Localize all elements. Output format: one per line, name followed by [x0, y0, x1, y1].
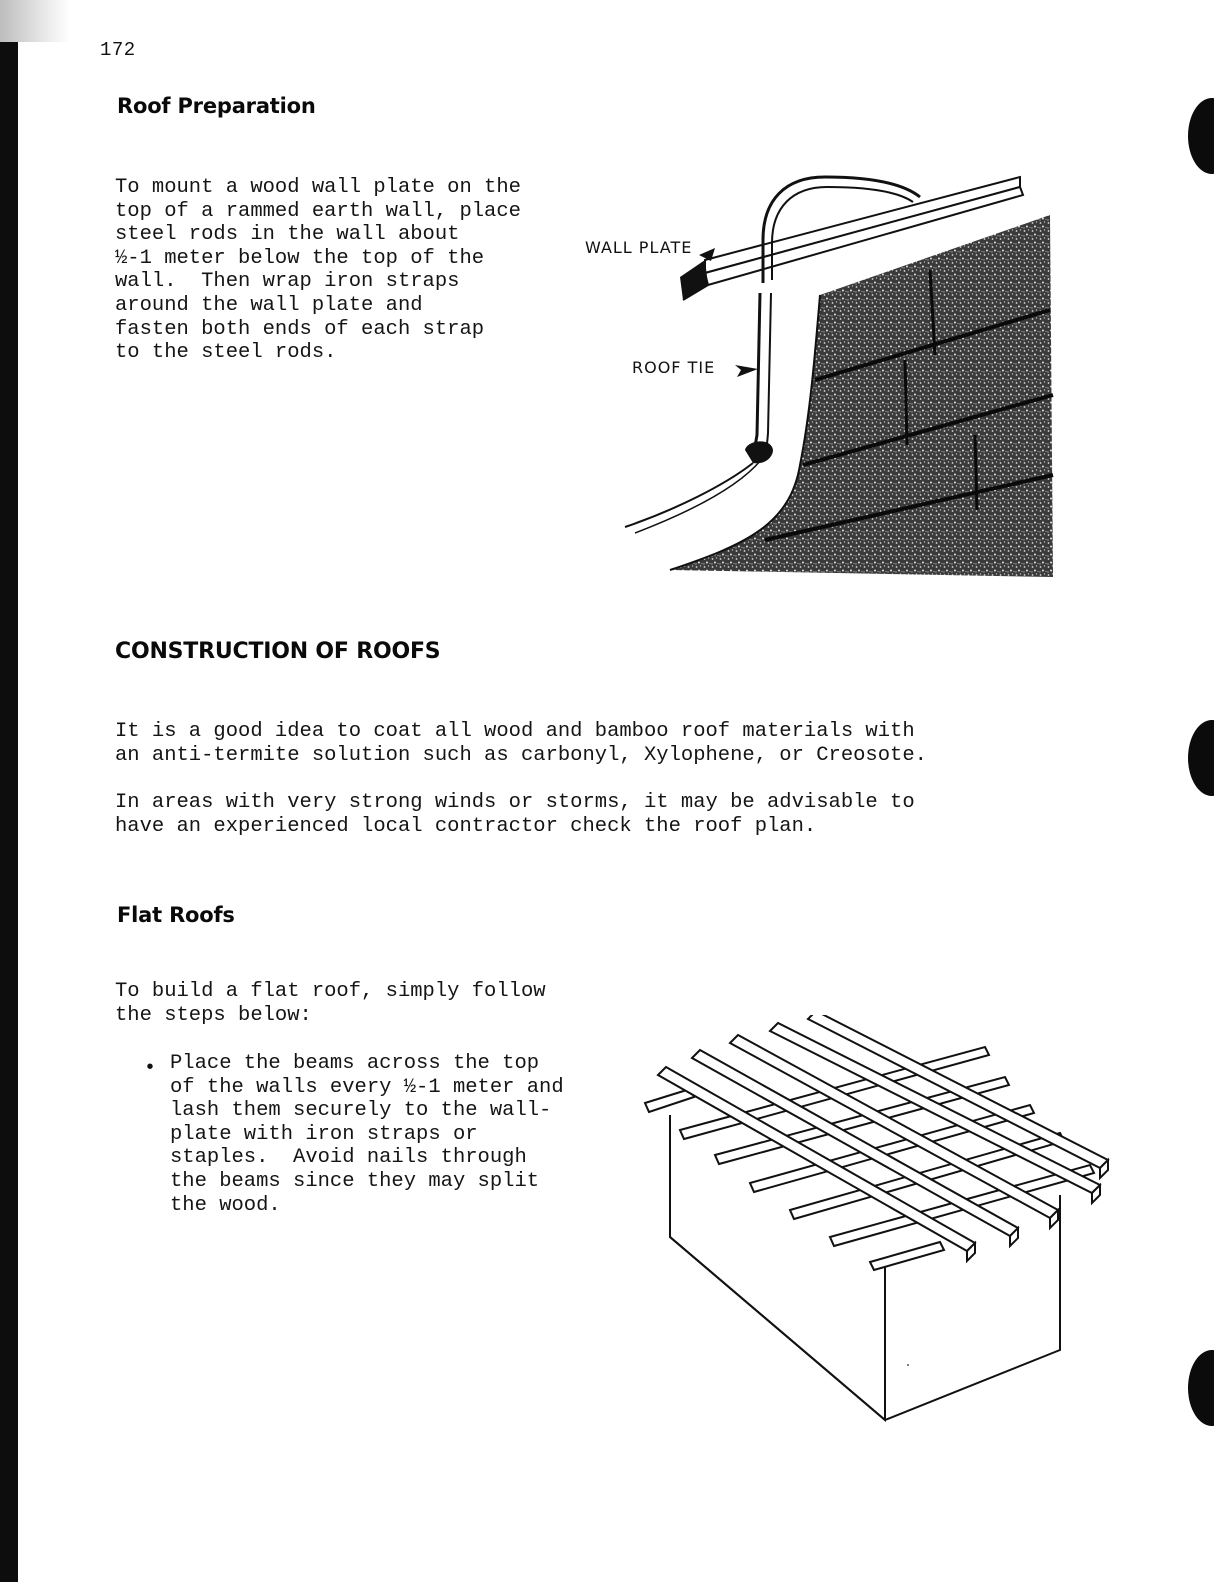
construction-paragraph-2: In areas with very strong winds or storms, it may be advisable to have an experienced local contractor check the roof plan.: [115, 791, 915, 838]
flat-roofs-bullet-text: Place the beams across the top of the walls every ½-1 meter and lash them securely to the wall- plate with iron straps or staples. Avoid nails through the beams since they may split the wood.: [170, 1052, 564, 1217]
section-heading-roof-preparation: Roof Preparation: [117, 94, 316, 118]
construction-paragraph-1: It is a good idea to coat all wood and bamboo roof materials with an anti-termite solution such as carbonyl, Xylophene, or Creosote.: [115, 720, 927, 767]
flat-roofs-intro: To build a flat roof, simply follow the steps below:: [115, 980, 546, 1027]
wall-plate-diagram: [575, 165, 1065, 585]
binder-hole: [1188, 98, 1214, 174]
roof-preparation-text: To mount a wood wall plate on the top of a rammed earth wall, place steel rods in the wall about ½-1 meter below the top of the wall. Then wrap iron straps around the wall plate and fasten both ends of each strap to the steel rods.: [115, 176, 521, 365]
roof-tie-label: ROOF TIE: [632, 358, 716, 377]
section-heading-flat-roofs: Flat Roofs: [117, 903, 235, 927]
page-number: 172: [100, 39, 136, 61]
roof-tie-arrow-icon: [735, 365, 758, 377]
scan-edge-shadow: [0, 0, 70, 42]
wall-plate-label: WALL PLATE: [585, 238, 693, 257]
flat-roof-beams-diagram: [630, 1015, 1130, 1435]
binder-hole: [1188, 720, 1214, 796]
binder-hole: [1188, 1350, 1214, 1426]
scan-edge: [0, 0, 18, 1582]
section-heading-construction-of-roofs: CONSTRUCTION OF ROOFS: [115, 639, 441, 664]
bullet-marker: •: [144, 1057, 157, 1080]
